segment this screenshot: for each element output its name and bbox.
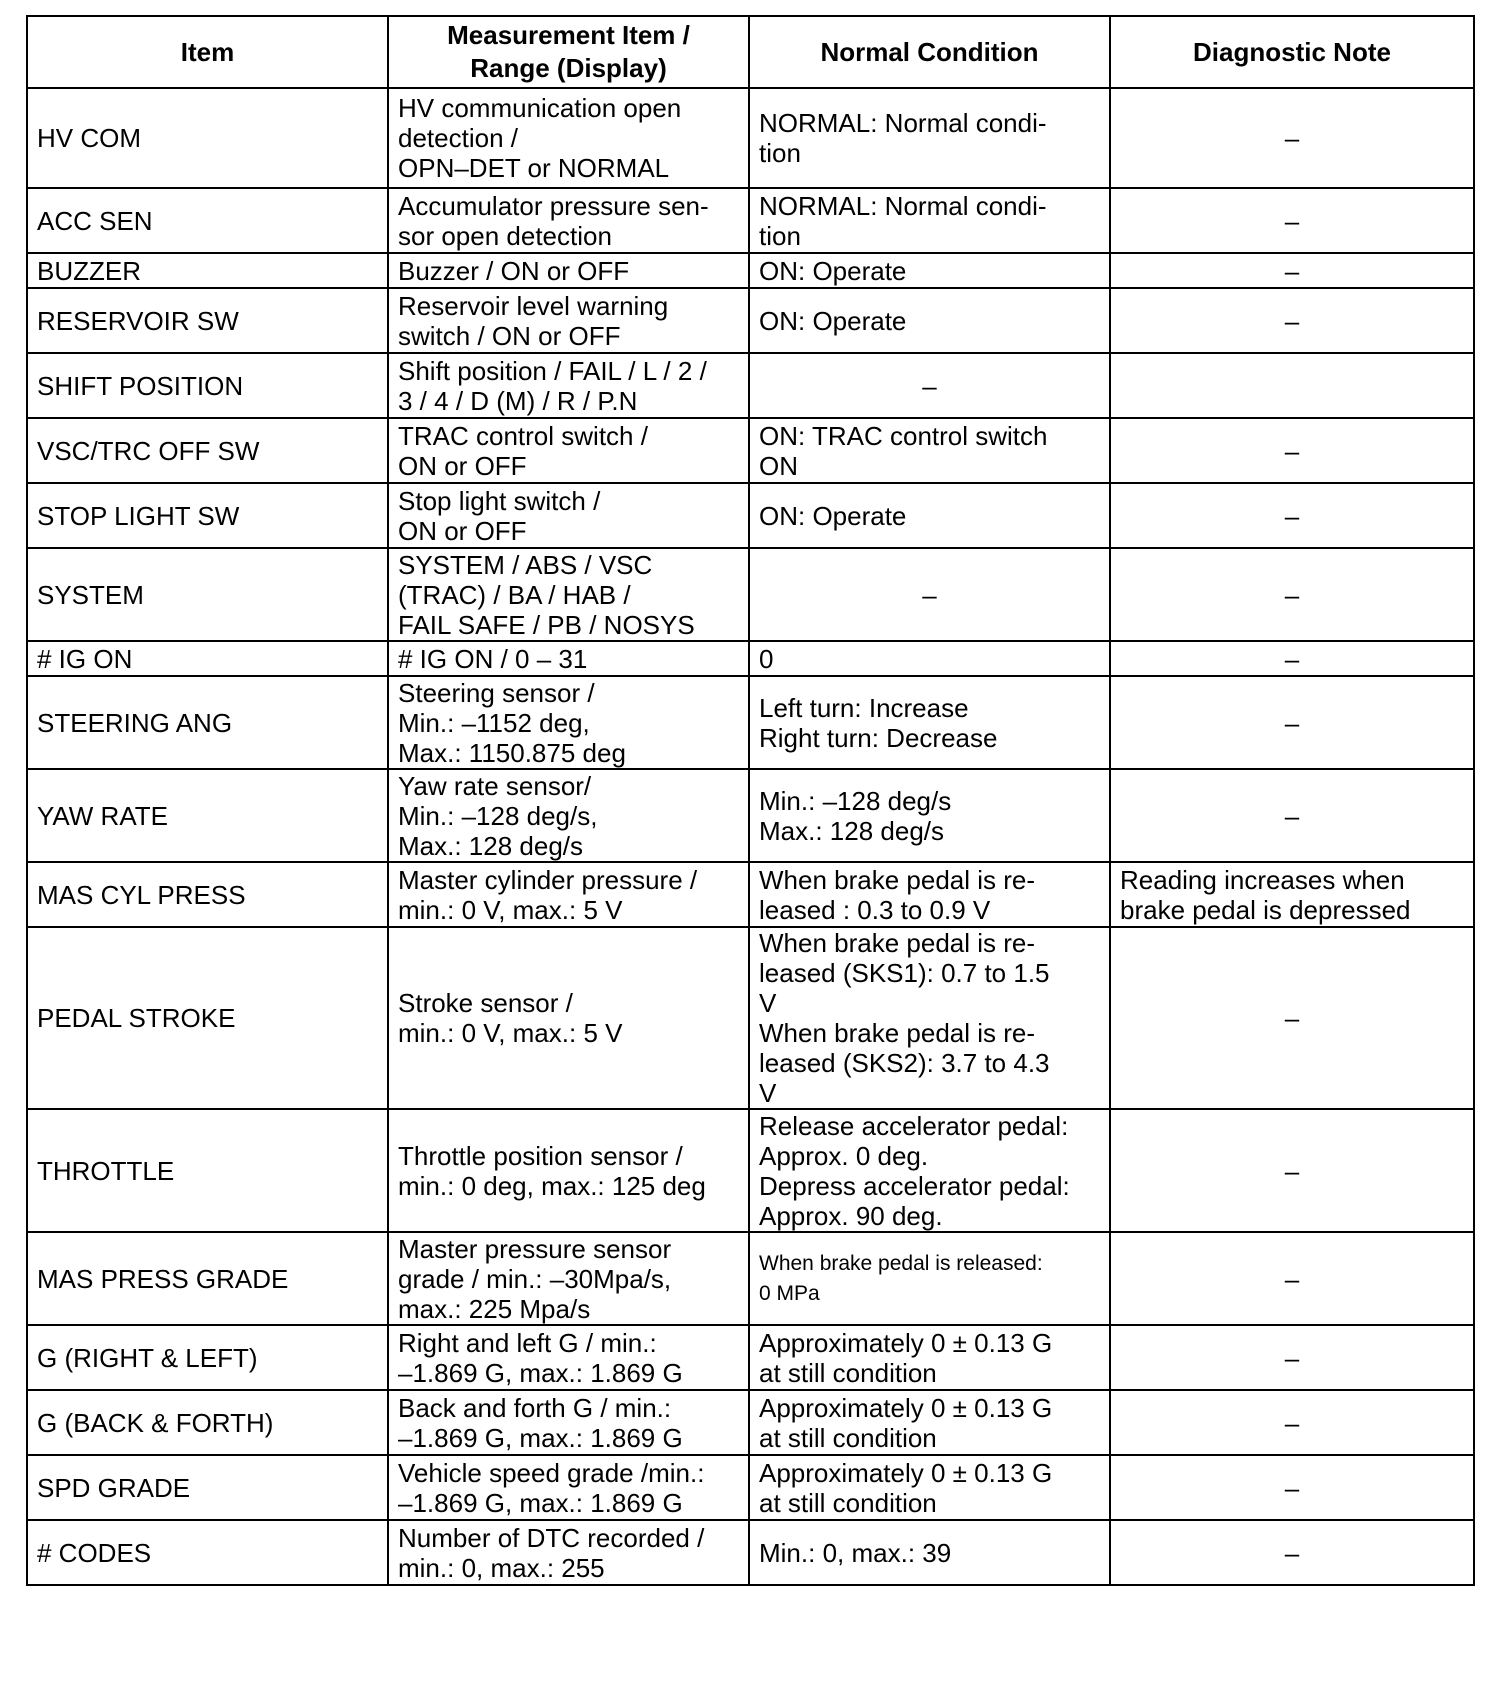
item-label: HV COM xyxy=(37,123,141,153)
cell-measurement-range xyxy=(388,1325,749,1390)
cell-diagnostic-note xyxy=(1110,88,1474,188)
cell-item xyxy=(27,862,388,927)
data-list-table xyxy=(26,15,1475,1586)
cell-line: – xyxy=(1284,1537,1300,1568)
cell-diagnostic-note xyxy=(1110,188,1474,253)
cell-line: – xyxy=(1284,643,1300,674)
item-label: SYSTEM xyxy=(37,579,144,610)
cell-line: ON: Operate xyxy=(759,500,907,531)
table-row xyxy=(27,1232,1474,1325)
cell-measurement-range xyxy=(388,1232,749,1325)
cell-normal-condition xyxy=(749,1109,1110,1232)
cell-line: NORMAL: Normal condi- xyxy=(759,190,1047,221)
header-diagnostic-note: Diagnostic Note xyxy=(1110,16,1474,88)
cell-diagnostic-note xyxy=(1110,1390,1474,1455)
cell-line: TRAC control switch / xyxy=(398,420,648,451)
cell-diagnostic-note xyxy=(1110,253,1474,288)
cell-item xyxy=(27,188,388,253)
cell-measurement-range xyxy=(388,483,749,548)
cell-line: Stop light switch / xyxy=(398,485,601,516)
table-row xyxy=(27,769,1474,862)
table-row xyxy=(27,862,1474,927)
cell-line: When brake pedal is re- xyxy=(759,928,1036,958)
cell-measurement-range xyxy=(388,1455,749,1520)
cell-item xyxy=(27,1455,388,1520)
cell-item xyxy=(27,927,388,1109)
cell-line: Min.: 0, max.: 39 xyxy=(759,1537,952,1568)
cell-line: Right and left G / min.: xyxy=(398,1327,657,1358)
cell-line: ON xyxy=(759,450,798,481)
cell-line: detection / xyxy=(398,123,518,153)
cell-normal-condition xyxy=(749,676,1110,769)
cell-line: – xyxy=(1284,255,1300,286)
item-label: # IG ON xyxy=(37,643,133,674)
cell-line: 0 xyxy=(759,643,774,674)
cell-diagnostic-note xyxy=(1110,862,1474,927)
cell-line: max.: 225 Mpa/s xyxy=(398,1293,591,1324)
cell-line: Accumulator pressure sen- xyxy=(398,190,709,221)
cell-item xyxy=(27,1390,388,1455)
cell-diagnostic-note xyxy=(1110,1520,1474,1585)
cell-item xyxy=(27,548,388,641)
cell-normal-condition xyxy=(749,769,1110,862)
cell-line: –1.869 G, max.: 1.869 G xyxy=(398,1487,683,1518)
cell-line: Stroke sensor / xyxy=(398,988,573,1018)
cell-item xyxy=(27,1325,388,1390)
cell-line: –1.869 G, max.: 1.869 G xyxy=(398,1422,683,1453)
cell-line: When brake pedal is re- xyxy=(759,864,1036,895)
table-row xyxy=(27,927,1474,1109)
cell-normal-condition xyxy=(749,641,1110,676)
cell-line: leased : 0.3 to 0.9 V xyxy=(759,894,991,925)
table-row xyxy=(27,676,1474,769)
cell-measurement-range xyxy=(388,862,749,927)
cell-line: Approximately 0 ± 0.13 G xyxy=(759,1392,1053,1423)
cell-measurement-range xyxy=(388,418,749,483)
cell-normal-condition xyxy=(749,253,1110,288)
table-row xyxy=(27,353,1474,418)
cell-normal-condition xyxy=(749,1520,1110,1585)
cell-line: ON: Operate xyxy=(759,305,907,336)
item-label: VSC/TRC OFF SW xyxy=(37,435,260,466)
cell-measurement-range xyxy=(388,188,749,253)
cell-line: at still condition xyxy=(759,1422,937,1453)
cell-measurement-range xyxy=(388,1390,749,1455)
cell-line: Vehicle speed grade /min.: xyxy=(398,1457,705,1488)
table-row xyxy=(27,188,1474,253)
cell-measurement-range xyxy=(388,641,749,676)
cell-item xyxy=(27,1109,388,1232)
cell-line: Depress accelerator pedal: xyxy=(759,1170,1070,1201)
table-row xyxy=(27,253,1474,288)
cell-item xyxy=(27,483,388,548)
cell-measurement-range xyxy=(388,253,749,288)
cell-normal-condition xyxy=(749,1455,1110,1520)
cell-item xyxy=(27,353,388,418)
cell-item xyxy=(27,253,388,288)
cell-line: Release accelerator pedal: xyxy=(759,1110,1069,1141)
table-row xyxy=(27,88,1474,188)
cell-normal-condition xyxy=(749,483,1110,548)
cell-line: V xyxy=(759,988,777,1018)
cell-normal-condition xyxy=(749,1390,1110,1455)
cell-line: ON: TRAC control switch xyxy=(759,420,1048,451)
cell-line: – xyxy=(1284,1263,1300,1294)
cell-diagnostic-note xyxy=(1110,641,1474,676)
cell-line: Left turn: Increase xyxy=(759,692,969,723)
cell-measurement-range xyxy=(388,1520,749,1585)
item-label: RESERVOIR SW xyxy=(37,305,239,336)
cell-measurement-range xyxy=(388,676,749,769)
cell-normal-condition xyxy=(749,548,1110,641)
cell-line: Max.: 1150.875 deg xyxy=(398,737,626,768)
table-row xyxy=(27,548,1474,641)
cell-item xyxy=(27,1520,388,1585)
item-label: G (RIGHT & LEFT) xyxy=(37,1342,258,1373)
cell-diagnostic-note xyxy=(1110,927,1474,1109)
cell-line: Back and forth G / min.: xyxy=(398,1392,672,1423)
cell-line: – xyxy=(1284,205,1300,236)
cell-measurement-range xyxy=(388,548,749,641)
table-row xyxy=(27,1455,1474,1520)
cell-line: tion xyxy=(759,138,801,168)
cell-line: Min.: –1152 deg, xyxy=(398,707,590,738)
cell-normal-condition xyxy=(749,88,1110,188)
table-row xyxy=(27,418,1474,483)
cell-diagnostic-note xyxy=(1110,418,1474,483)
cell-normal-condition xyxy=(749,1232,1110,1325)
table-row xyxy=(27,1109,1474,1232)
cell-line: NORMAL: Normal condi- xyxy=(759,108,1047,138)
cell-line: – xyxy=(1284,1155,1300,1186)
cell-measurement-range xyxy=(388,1109,749,1232)
cell-line: – xyxy=(1284,435,1300,466)
cell-line: at still condition xyxy=(759,1357,937,1388)
cell-normal-condition xyxy=(749,927,1110,1109)
cell-line: HV communication open xyxy=(398,93,682,123)
table-row xyxy=(27,641,1474,676)
cell-normal-condition xyxy=(749,418,1110,483)
cell-diagnostic-note xyxy=(1110,1325,1474,1390)
header-measurement-item: Measurement Item / Range (Display) xyxy=(388,16,749,88)
item-label: MAS PRESS GRADE xyxy=(37,1263,289,1294)
table-row xyxy=(27,288,1474,353)
cell-line: Number of DTC recorded / xyxy=(398,1522,705,1553)
cell-diagnostic-note xyxy=(1110,1455,1474,1520)
cell-diagnostic-note xyxy=(1110,769,1474,862)
cell-line: min.: 0, max.: 255 xyxy=(398,1552,605,1583)
header-item: Item xyxy=(27,16,388,88)
cell-normal-condition xyxy=(749,353,1110,418)
cell-line: – xyxy=(1284,305,1300,336)
cell-line: – xyxy=(1284,1407,1300,1438)
header-normal-condition: Normal Condition xyxy=(749,16,1110,88)
cell-normal-condition xyxy=(749,188,1110,253)
table-row xyxy=(27,1390,1474,1455)
cell-line: Approx. 0 deg. xyxy=(759,1140,929,1171)
cell-line: SYSTEM / ABS / VSC xyxy=(398,549,653,580)
cell-normal-condition xyxy=(749,862,1110,927)
cell-line: Approx. 90 deg. xyxy=(759,1200,943,1231)
cell-line: OPN–DET or NORMAL xyxy=(398,153,670,183)
table-row xyxy=(27,483,1474,548)
table-row xyxy=(27,1520,1474,1585)
cell-line: – xyxy=(922,370,937,401)
cell-diagnostic-note xyxy=(1110,288,1474,353)
item-label: BUZZER xyxy=(37,255,141,286)
item-label: G (BACK & FORTH) xyxy=(37,1407,274,1438)
cell-line: Reservoir level warning xyxy=(398,290,669,321)
cell-line: V xyxy=(759,1078,777,1108)
cell-line: Max.: 128 deg/s xyxy=(398,830,583,861)
cell-measurement-range xyxy=(388,769,749,862)
cell-line: # IG ON / 0 – 31 xyxy=(398,643,588,674)
cell-item xyxy=(27,88,388,188)
cell-line: Yaw rate sensor/ xyxy=(398,770,592,801)
cell-line: Min.: –128 deg/s xyxy=(759,785,952,816)
cell-line: Approximately 0 ± 0.13 G xyxy=(759,1457,1053,1488)
cell-line: at still condition xyxy=(759,1487,937,1518)
cell-line: 3 / 4 / D (M) / R / P.N xyxy=(398,385,638,416)
cell-diagnostic-note xyxy=(1110,676,1474,769)
cell-normal-condition xyxy=(749,1325,1110,1390)
cell-line: leased (SKS2): 3.7 to 4.3 xyxy=(759,1048,1050,1078)
cell-line: – xyxy=(1284,1003,1300,1033)
item-label: YAW RATE xyxy=(37,800,168,831)
cell-line: – xyxy=(922,579,937,610)
cell-line: min.: 0 deg, max.: 125 deg xyxy=(398,1170,706,1201)
cell-line: Throttle position sensor / xyxy=(398,1140,683,1171)
cell-diagnostic-note xyxy=(1110,548,1474,641)
cell-line: min.: 0 V, max.: 5 V xyxy=(398,894,623,925)
cell-line: tion xyxy=(759,220,801,251)
cell-line: Approximately 0 ± 0.13 G xyxy=(759,1327,1053,1358)
cell-line: ON or OFF xyxy=(398,450,527,481)
item-label: # CODES xyxy=(37,1537,152,1568)
cell-diagnostic-note xyxy=(1110,1232,1474,1325)
cell-line: (TRAC) / BA / HAB / xyxy=(398,579,631,610)
cell-line: Reading increases when xyxy=(1120,864,1405,895)
header-row xyxy=(27,16,1474,88)
cell-item xyxy=(27,1232,388,1325)
cell-line: Buzzer / ON or OFF xyxy=(398,255,630,286)
cell-diagnostic-note xyxy=(1110,1109,1474,1232)
cell-line: When brake pedal is released: xyxy=(759,1251,1043,1275)
cell-line: Master cylinder pressure / xyxy=(398,864,698,895)
table-body xyxy=(27,88,1474,1585)
item-label: STEERING ANG xyxy=(37,707,233,738)
cell-line: –1.869 G, max.: 1.869 G xyxy=(398,1357,683,1388)
cell-item xyxy=(27,769,388,862)
cell-line: – xyxy=(1284,1472,1300,1503)
cell-line: Min.: –128 deg/s, xyxy=(398,800,598,831)
cell-line: grade / min.: –30Mpa/s, xyxy=(398,1263,672,1294)
cell-line: brake pedal is depressed xyxy=(1120,894,1411,925)
cell-line: – xyxy=(1284,800,1300,831)
cell-diagnostic-note xyxy=(1110,483,1474,548)
cell-line: min.: 0 V, max.: 5 V xyxy=(398,1018,623,1048)
cell-line: – xyxy=(1284,500,1300,531)
item-label: PEDAL STROKE xyxy=(37,1003,236,1033)
cell-line: When brake pedal is re- xyxy=(759,1018,1036,1048)
cell-item xyxy=(27,288,388,353)
cell-line: Shift position / FAIL / L / 2 / xyxy=(398,355,707,386)
table-row xyxy=(27,1325,1474,1390)
cell-line: Steering sensor / xyxy=(398,677,595,708)
item-label: MAS CYL PRESS xyxy=(37,879,246,910)
cell-line: 0 MPa xyxy=(759,1281,820,1305)
cell-line: – xyxy=(1284,707,1300,738)
cell-line: – xyxy=(1284,579,1300,610)
item-label: STOP LIGHT SW xyxy=(37,500,240,531)
cell-line: – xyxy=(1284,1342,1300,1373)
cell-line: switch / ON or OFF xyxy=(398,320,621,351)
cell-diagnostic-note xyxy=(1110,353,1474,418)
cell-line: Max.: 128 deg/s xyxy=(759,815,944,846)
cell-line: ON: Operate xyxy=(759,255,907,286)
cell-item xyxy=(27,676,388,769)
cell-line: Right turn: Decrease xyxy=(759,722,998,753)
cell-measurement-range xyxy=(388,927,749,1109)
cell-item xyxy=(27,418,388,483)
cell-line: ON or OFF xyxy=(398,515,527,546)
cell-line: sor open detection xyxy=(398,220,612,251)
cell-line: leased (SKS1): 0.7 to 1.5 xyxy=(759,958,1050,988)
item-label: SHIFT POSITION xyxy=(37,370,244,401)
cell-measurement-range xyxy=(388,288,749,353)
cell-measurement-range xyxy=(388,353,749,418)
cell-item xyxy=(27,641,388,676)
cell-normal-condition xyxy=(749,288,1110,353)
cell-measurement-range xyxy=(388,88,749,188)
table-header xyxy=(27,16,1474,88)
item-label: SPD GRADE xyxy=(37,1472,191,1503)
item-label: THROTTLE xyxy=(37,1155,175,1186)
cell-line: Master pressure sensor xyxy=(398,1233,672,1264)
item-label: ACC SEN xyxy=(37,205,153,236)
cell-line: FAIL SAFE / PB / NOSYS xyxy=(398,609,695,640)
cell-line: – xyxy=(1284,123,1300,153)
